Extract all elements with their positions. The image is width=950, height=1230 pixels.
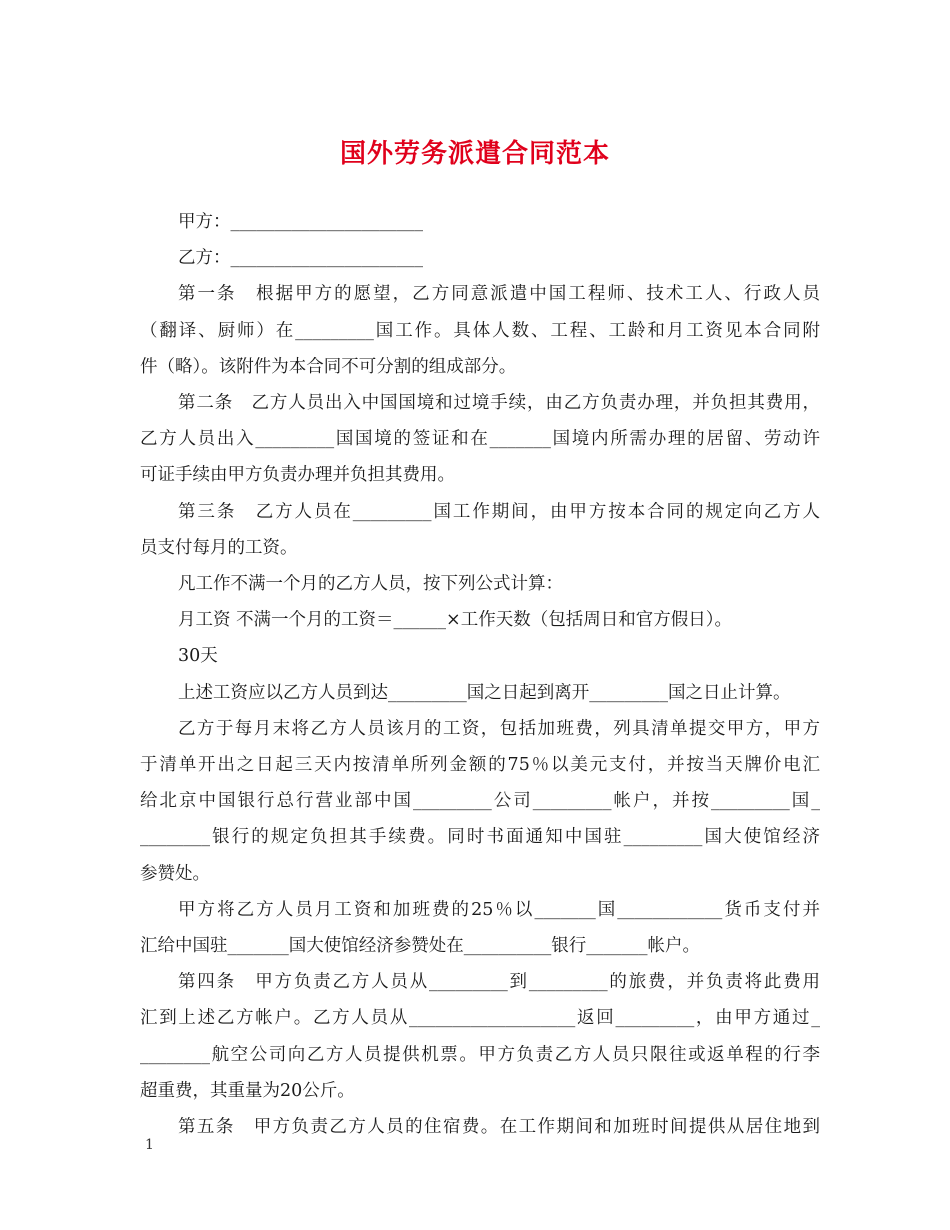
text-line: 给北京中国银行总行营业部中国_________公司_________帐户，并按_________国_: [140, 791, 820, 812]
text-line: ________银行的规定负担其手续费。同时书面通知中国驻_________国大使馆经济: [140, 827, 820, 848]
text-line: 甲方：______________________: [178, 212, 423, 232]
text-line: 月工资 不满一个月的工资＝______×工作天数（包括周日和官方假日）。: [178, 610, 732, 631]
text-line: 乙方人员出入_________国国境的签证和在_______国境内所需办理的居留、劳动许: [140, 429, 820, 450]
text-line: 于清单开出之日起三天内按清单所列金额的75％以美元支付，并按当天牌价电汇: [140, 755, 820, 775]
text-line: 第二条 乙方人员出入中国国境和过境手续，由乙方负责办理，并负担其费用，: [178, 393, 820, 413]
text-line: 乙方：______________________: [178, 248, 423, 269]
text-line: 汇到上述乙方帐户。乙方人员从___________________返回_________，由甲方通过_: [140, 1008, 820, 1029]
text-line: 超重费，其重量为20公斤。: [140, 1080, 355, 1101]
text-line: ________航空公司向乙方人员提供机票。甲方负责乙方人员只限往或返单程的行李: [140, 1044, 820, 1065]
text-line: 可证手续由甲方负责办理并负担其费用。: [140, 465, 455, 486]
text-line: 第一条 根据甲方的愿望，乙方同意派遣中国工程师、技术工人、行政人员: [178, 284, 820, 305]
text-line: 30天: [178, 646, 218, 667]
text-line: 汇给中国驻_______国大使馆经济参赞处在__________银行_______帐户。: [140, 936, 700, 956]
page-number: 1: [145, 1137, 154, 1153]
text-line: 凡工作不满一个月的乙方人员，按下列公式计算：: [178, 574, 563, 594]
text-line: （翻译、厨师）在_________国工作。具体人数、工程、工龄和月工资见本合同附: [140, 320, 820, 341]
text-line: 甲方将乙方人员月工资和加班费的25％以_______国____________货币支付并: [178, 899, 820, 920]
text-line: 乙方于每月末将乙方人员该月的工资，包括加班费，列具清单提交甲方，甲方: [178, 718, 820, 739]
text-line: 上述工资应以乙方人员到达_________国之日起到离开_________国之日止计算。: [178, 682, 791, 703]
text-line: 员支付每月的工资。: [140, 537, 298, 558]
document-title: 国外劳务派遣合同范本: [339, 139, 610, 169]
text-line: 第四条 甲方负责乙方人员从_________到_________的旅费，并负责将此费用: [178, 972, 820, 993]
text-line: 第三条 乙方人员在_________国工作期间，由甲方按本合同的规定向乙方人: [178, 501, 820, 522]
text-line: 参赞处。: [140, 863, 210, 884]
text-line: 件（略）。该附件为本合同不可分割的组成部分。: [140, 356, 517, 377]
text-line: 第五条 甲方负责乙方人员的住宿费。在工作期间和加班时间提供从居住地到: [178, 1117, 820, 1137]
